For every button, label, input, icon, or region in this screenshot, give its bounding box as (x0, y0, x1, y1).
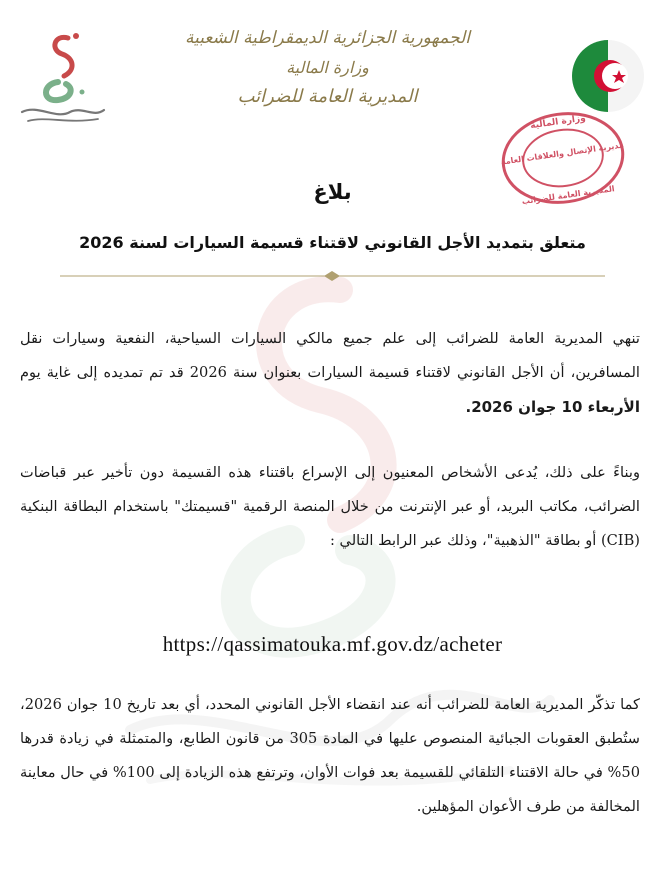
paragraph-extension (20, 322, 640, 425)
algeria-flag-icon (572, 40, 644, 112)
deadline-date: الأربعاء 10 جوان 2026. (465, 398, 640, 416)
paragraph-penalties: كما تذكّر المديرية العامة للضرائب أنه عند انقضاء الأجل القانوني المحدد، أي بعد تاريخ 10 جوان 2026، ستُطبق العقوبات الجبائية المنصوص عليها في المادة 305 من قانون الطابع، والمتمثلة في زيادة قدرها 50% في حالة الاقتناء التلقائي للقسيمة بعد فوات الأوان، وترتفع هذه الزيادة إلى 100% في حال معاينة المخالفة من طرف الأعوان المؤهلين. (20, 696, 640, 815)
header-republic: الجمهورية الجزائرية الديمقراطية الشعبية (184, 28, 471, 48)
stamp-bottom-text: المديرية العامة للضرائب (521, 184, 616, 207)
stamp-center-text: مديرية الإتصال والعلاقات العامة (500, 140, 625, 167)
dgi-logo (16, 26, 108, 126)
header-ministry: وزارة المالية (286, 58, 369, 77)
header-block (150, 24, 505, 111)
announcement-subtitle: متعلق بتمديد الأجل القانوني لاقتناء قسيمة السيارات لسنة 2026 (79, 233, 586, 252)
qassimatouka-link[interactable]: https://qassimatouka.mf.gov.dz/acheter (162, 632, 503, 656)
paragraph-payment-channels: وبناءً على ذلك، يُدعى الأشخاص المعنيون إلى الإسراع باقتناء هذه القسيمة دون تأخير عبر قباضات الضرائب، مكاتب البريد، أو عبر الإنترنت من خلال المنصة الرقمية "قسيمتك" باستخدام البطاقة البنكية (CIB) أو بطاقة "الذهبية"، وذلك عبر الرابط التالي : (20, 464, 640, 549)
paragraph-extension-text: تنهي المديرية العامة للضرائب إلى علم جميع مالكي السيارات السياحية، النفعية وسيارات نقل المسافرين، أن الأجل القانوني لاقتناء قسيمة السيارات بعنوان سنة 2026 قد تم تمديده إلى غاية يوم (20, 330, 640, 381)
stamp-outer-text: وزارة المالية (529, 113, 587, 132)
header-directorate: المديرية العامة للضرائب (237, 86, 418, 107)
decorative-divider (60, 270, 605, 282)
announcement-title: بلاغ (313, 180, 352, 204)
